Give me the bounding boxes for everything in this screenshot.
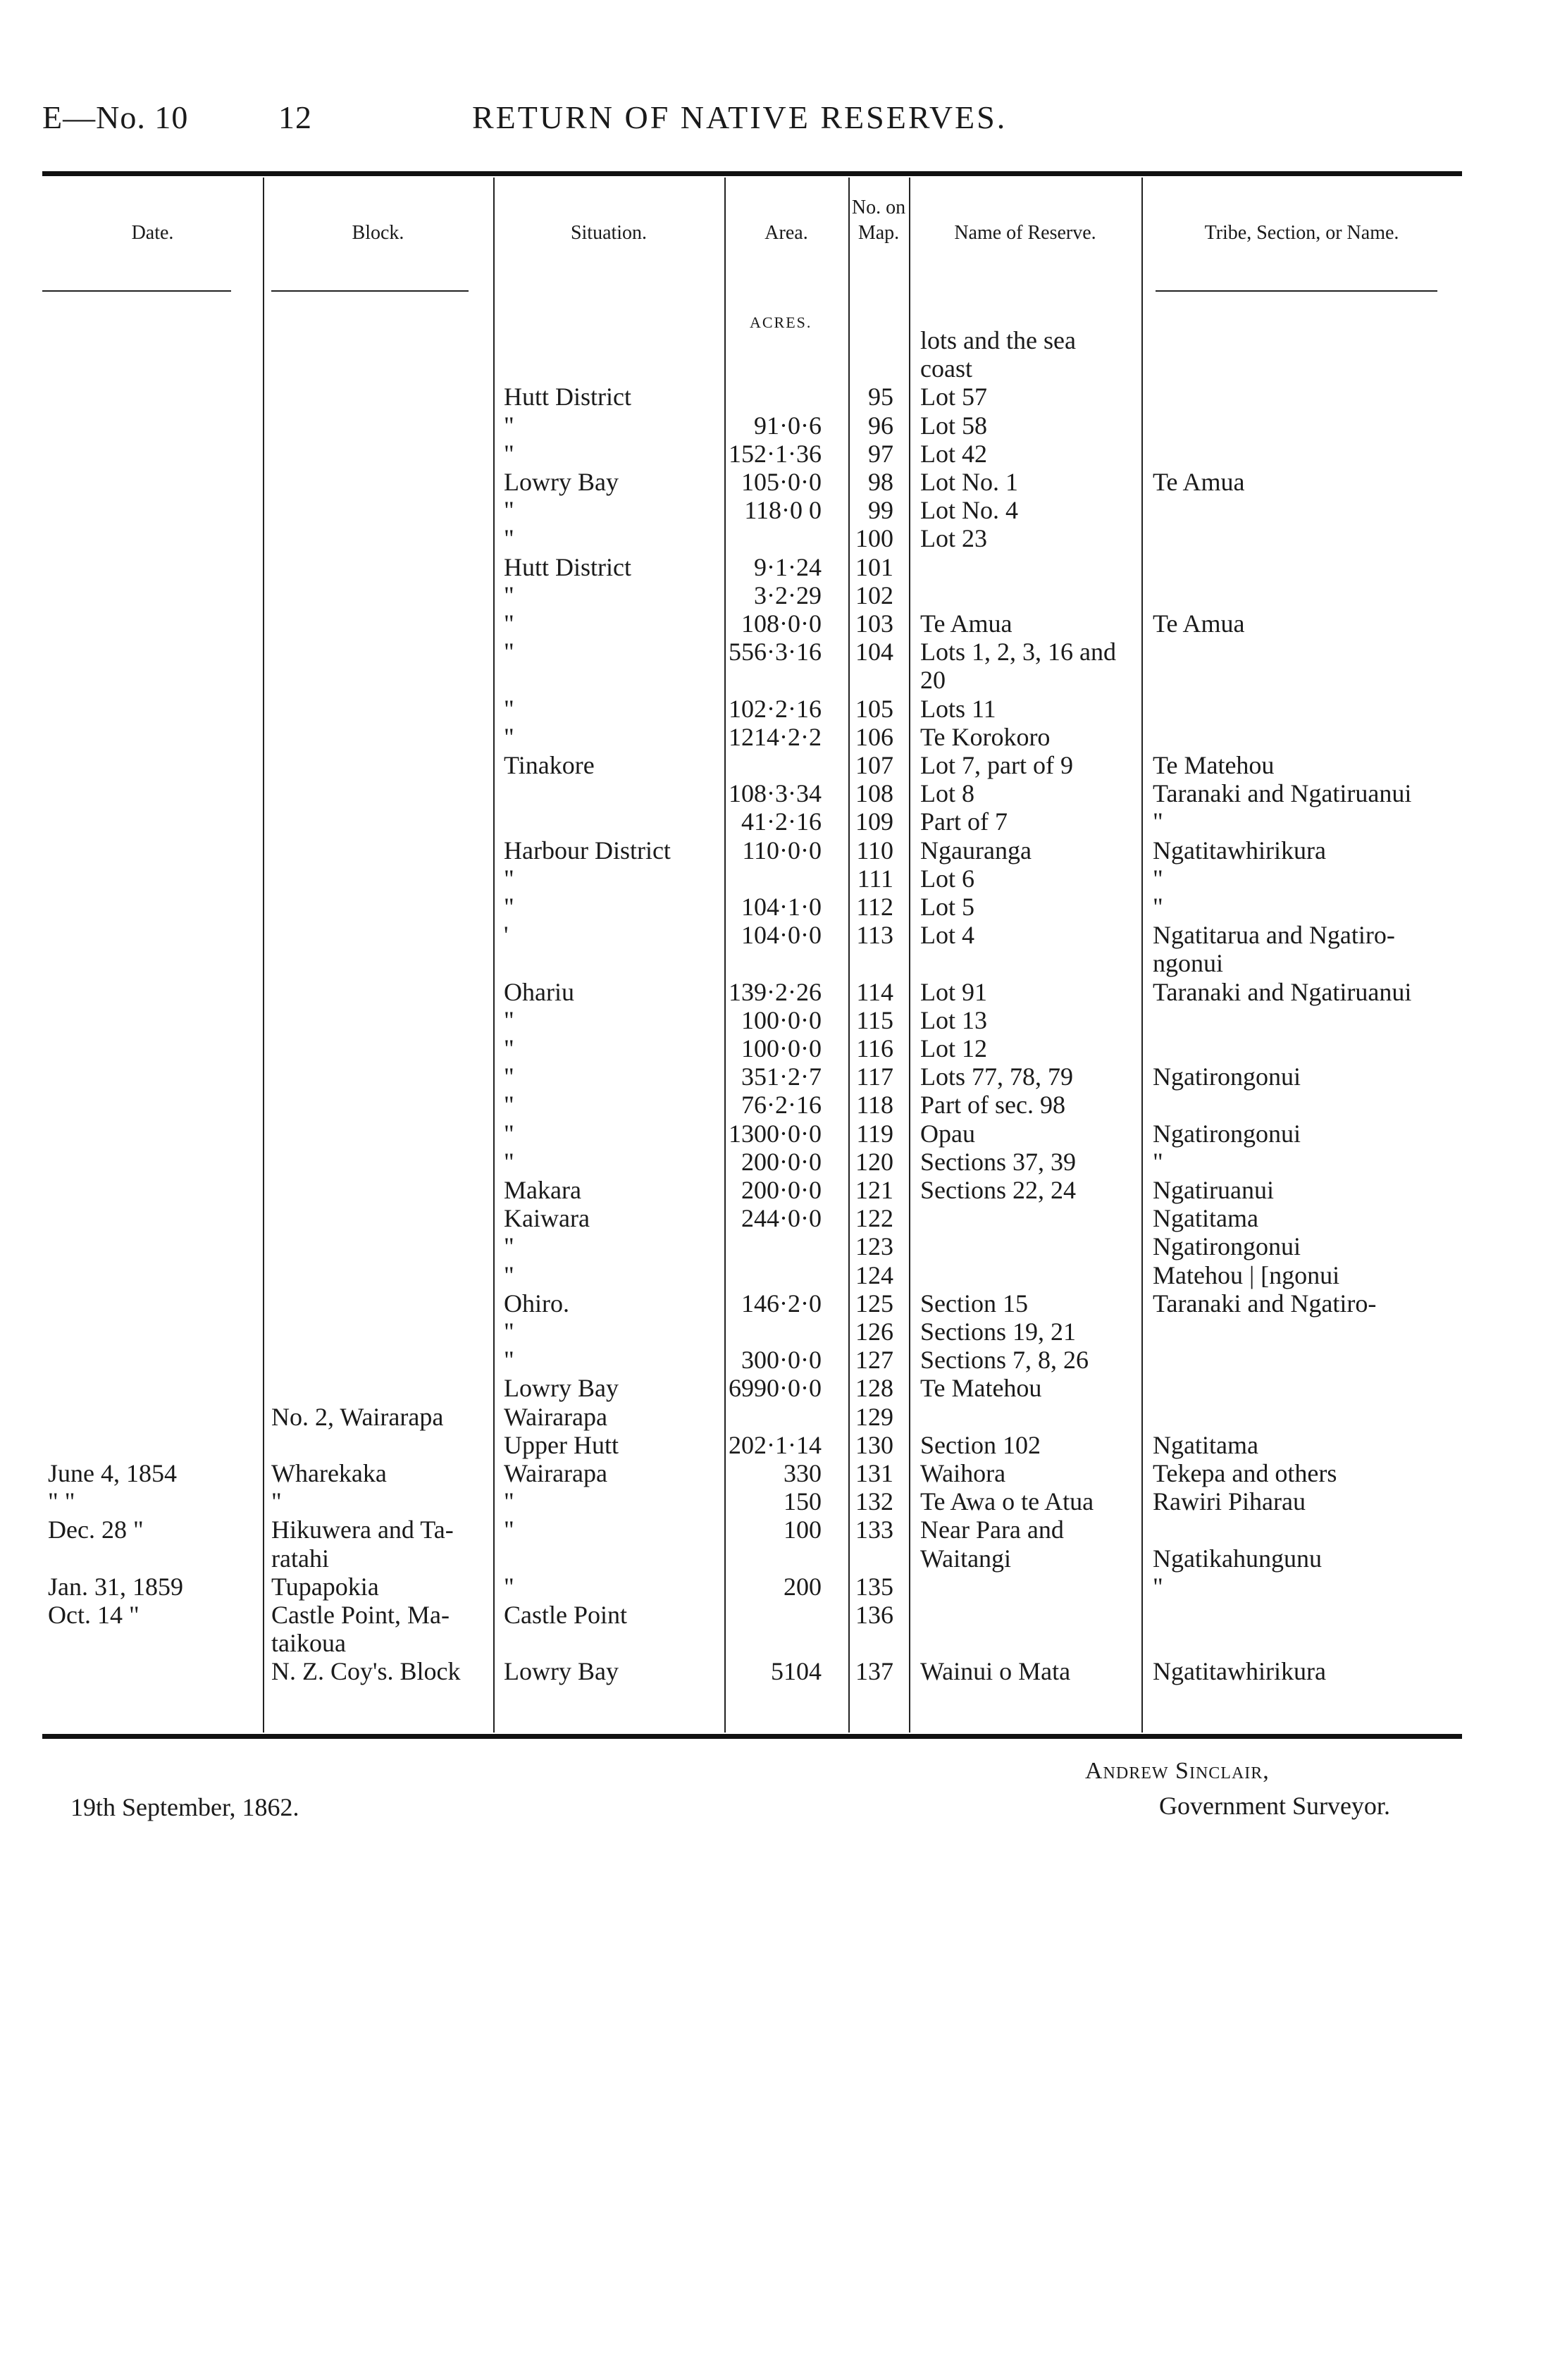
cell-situation: Lowry Bay	[504, 468, 619, 496]
cell-map-no: 106	[855, 722, 893, 751]
cell-reserve: Lot 8	[920, 779, 974, 808]
cell-map-no: 110	[856, 836, 893, 864]
cell-block: N. Z. Coy's. Block	[271, 1657, 461, 1686]
cell-area: 3·2·29	[754, 581, 822, 609]
cell-situation: "	[504, 1119, 514, 1148]
cell-situation: "	[504, 864, 514, 893]
cell-reserve: 20	[920, 666, 946, 695]
cell-situation: Ohariu	[504, 977, 574, 1006]
cell-area: 146·2·0	[741, 1289, 822, 1318]
cell-date: Jan. 31, 1859	[48, 1572, 183, 1601]
header-underline	[271, 290, 469, 292]
cell-area: 556·3·16	[729, 638, 822, 667]
cell-map-no: 102	[855, 581, 893, 609]
cell-reserve: Lot 12	[920, 1034, 987, 1062]
cell-area: 9·1·24	[754, 552, 822, 581]
cell-situation: Tinakore	[504, 751, 595, 779]
cell-map-no: 118	[856, 1091, 893, 1120]
cell-map-no: 131	[855, 1459, 893, 1487]
column-divider	[493, 178, 495, 1733]
column-divider	[263, 178, 264, 1733]
cell-situation: Hutt District	[504, 383, 631, 411]
cell-situation: Lowry Bay	[504, 1657, 619, 1686]
cell-reserve: Sections 22, 24	[920, 1176, 1076, 1204]
signatory-name: Andrew Sinclair,	[1085, 1758, 1270, 1784]
cell-reserve: Te Korokoro	[920, 722, 1051, 751]
cell-tribe: "	[1153, 1147, 1163, 1176]
cell-situation: "	[504, 722, 514, 751]
cell-reserve: Section 102	[920, 1430, 1041, 1459]
cell-area: 100·0·0	[741, 1034, 822, 1062]
cell-area: 351·2·7	[741, 1062, 822, 1091]
cell-situation: "	[504, 1147, 514, 1176]
cell-tribe: ngonui	[1153, 949, 1224, 978]
cell-map-no: 130	[855, 1430, 893, 1459]
cell-reserve: Te Matehou	[920, 1374, 1042, 1403]
cell-situation: "	[504, 1232, 514, 1261]
cell-reserve: Near Para and	[920, 1516, 1064, 1544]
cell-situation: '	[504, 921, 509, 950]
cell-map-no: 96	[868, 411, 893, 440]
column-divider	[909, 178, 910, 1733]
cell-block: Castle Point, Ma-	[271, 1601, 450, 1629]
cell-reserve: lots and the sea	[920, 326, 1076, 354]
cell-map-no: 104	[855, 638, 893, 667]
header-underline	[1156, 290, 1437, 292]
cell-map-no: 127	[855, 1346, 893, 1375]
cell-reserve: Lot No. 4	[920, 496, 1018, 525]
cell-map-no: 119	[856, 1119, 893, 1148]
cell-map-no: 109	[855, 807, 893, 836]
column-divider	[848, 178, 850, 1733]
cell-tribe: Rawiri Piharau	[1153, 1487, 1306, 1516]
cell-tribe: Ngatiruanui	[1153, 1176, 1274, 1204]
column-header-date: Date.	[131, 222, 174, 244]
table-top-rule	[42, 171, 1462, 176]
cell-situation: "	[504, 581, 514, 609]
column-header-area: Area.	[764, 222, 808, 244]
cell-map-no: 125	[855, 1289, 893, 1318]
cell-reserve: Part of sec. 98	[920, 1091, 1065, 1120]
cell-area: 200·0·0	[741, 1176, 822, 1204]
cell-map-no: 105	[855, 694, 893, 723]
cell-tribe: Ngatirongonui	[1153, 1232, 1301, 1261]
cell-reserve: Te Awa o te Atua	[920, 1487, 1094, 1516]
cell-tribe: Te Amua	[1153, 468, 1245, 496]
cell-reserve: Waitangi	[920, 1544, 1012, 1573]
cell-map-no: 120	[855, 1147, 893, 1176]
cell-area: 200	[784, 1572, 822, 1601]
cell-tribe: Ngatirongonui	[1153, 1062, 1301, 1091]
cell-map-no: 113	[856, 921, 893, 950]
cell-map-no: 95	[868, 383, 893, 411]
cell-situation: Wairarapa	[504, 1402, 607, 1431]
cell-map-no: 98	[868, 468, 893, 496]
cell-tribe: Ngatitama	[1153, 1204, 1258, 1233]
cell-map-no: 108	[855, 779, 893, 808]
cell-tribe: Taranaki and Ngatiro-	[1153, 1289, 1377, 1318]
cell-tribe: Taranaki and Ngatiruanui	[1153, 977, 1412, 1006]
column-header-tribe: Tribe, Section, or Name.	[1204, 222, 1399, 244]
cell-area: 104·1·0	[741, 893, 822, 921]
cell-situation: "	[504, 1062, 514, 1091]
cell-situation: "	[504, 496, 514, 525]
cell-reserve: Lot 42	[920, 439, 987, 468]
cell-area: 110·0·0	[742, 836, 822, 864]
cell-area: 102·2·16	[729, 694, 822, 723]
cell-reserve: Lots 77, 78, 79	[920, 1062, 1074, 1091]
cell-situation: "	[504, 694, 514, 723]
table-bottom-rule	[42, 1734, 1462, 1739]
cell-map-no: 97	[868, 439, 893, 468]
cell-tribe: Matehou | [ngonui	[1153, 1260, 1340, 1289]
cell-area: 76·2·16	[741, 1091, 822, 1120]
cell-map-no: 137	[855, 1657, 893, 1686]
page-number: 12	[278, 99, 312, 135]
cell-tribe: Ngatirongonui	[1153, 1119, 1301, 1148]
cell-map-no: 107	[855, 751, 893, 779]
cell-map-no: 103	[855, 609, 893, 638]
cell-tribe: Ngatitawhirikura	[1153, 1657, 1326, 1686]
cell-block: Hikuwera and Ta-	[271, 1516, 454, 1544]
cell-map-no: 99	[868, 496, 893, 525]
cell-tribe: Ngatitarua and Ngatiro-	[1153, 921, 1395, 950]
cell-block: "	[271, 1487, 282, 1516]
cell-map-no: 124	[855, 1260, 893, 1289]
cell-reserve: Ngauranga	[920, 836, 1032, 864]
cell-map-no: 117	[856, 1062, 893, 1091]
cell-map-no: 135	[855, 1572, 893, 1601]
cell-map-no: 123	[855, 1232, 893, 1261]
cell-situation: "	[504, 1346, 514, 1375]
cell-area: 118·0 0	[744, 496, 822, 525]
area-unit-label: ACRES.	[750, 314, 812, 331]
cell-map-no: 114	[856, 977, 893, 1006]
cell-reserve: Wainui o Mata	[920, 1657, 1071, 1686]
cell-area: 108·0·0	[741, 609, 822, 638]
cell-reserve: coast	[920, 354, 972, 383]
column-divider	[724, 178, 726, 1733]
cell-tribe: Ngatitawhirikura	[1153, 836, 1326, 864]
cell-situation: "	[504, 411, 514, 440]
cell-situation: "	[504, 1260, 514, 1289]
column-header-map-number: No. on Map.	[851, 197, 906, 244]
cell-map-no: 121	[855, 1176, 893, 1204]
cell-area: 300·0·0	[741, 1346, 822, 1375]
cell-reserve: Opau	[920, 1119, 975, 1148]
cell-situation: "	[504, 893, 514, 921]
cell-situation: "	[504, 524, 514, 553]
cell-tribe: Tekepa and others	[1153, 1459, 1337, 1487]
cell-situation: Kaiwara	[504, 1204, 590, 1233]
cell-map-no: 101	[855, 552, 893, 581]
cell-area: 1214·2·2	[729, 722, 822, 751]
return-date: 19th September, 1862.	[70, 1793, 299, 1821]
cell-situation: "	[504, 638, 514, 667]
cell-situation: Ohiro.	[504, 1289, 569, 1318]
cell-area: 5104	[771, 1657, 822, 1686]
cell-map-no: 112	[856, 893, 893, 921]
cell-map-no: 100	[855, 524, 893, 553]
cell-reserve: Lots 1, 2, 3, 16 and	[920, 638, 1116, 667]
cell-reserve: Lot 13	[920, 1005, 987, 1034]
cell-situation: Lowry Bay	[504, 1374, 619, 1403]
cell-map-no: 126	[855, 1318, 893, 1346]
cell-reserve: Lots 11	[920, 694, 996, 723]
cell-situation: "	[504, 1034, 514, 1062]
cell-map-no: 122	[855, 1204, 893, 1233]
cell-date: Oct. 14 "	[48, 1601, 140, 1629]
cell-reserve: Lot 91	[920, 977, 987, 1006]
cell-situation: "	[504, 1318, 514, 1346]
cell-situation: Upper Hutt	[504, 1430, 619, 1459]
cell-block: Wharekaka	[271, 1459, 387, 1487]
cell-reserve: Lot 58	[920, 411, 987, 440]
cell-area: 104·0·0	[741, 921, 822, 950]
cell-reserve: Lot 23	[920, 524, 987, 553]
cell-situation: "	[504, 609, 514, 638]
cell-tribe: "	[1153, 1572, 1163, 1601]
cell-reserve: Lot 6	[920, 864, 974, 893]
cell-map-no: 136	[855, 1601, 893, 1629]
cell-map-no: 132	[855, 1487, 893, 1516]
column-header-situation: Situation.	[570, 222, 648, 244]
cell-situation: "	[504, 439, 514, 468]
cell-reserve: Lot 57	[920, 383, 987, 411]
cell-situation: "	[504, 1516, 514, 1544]
cell-map-no: 129	[855, 1402, 893, 1431]
cell-area: 330	[784, 1459, 822, 1487]
cell-area: 150	[784, 1487, 822, 1516]
column-divider	[1141, 178, 1143, 1733]
cell-situation: "	[504, 1487, 514, 1516]
cell-tribe: Ngatitama	[1153, 1430, 1258, 1459]
cell-reserve: Te Amua	[920, 609, 1013, 638]
cell-area: 244·0·0	[741, 1204, 822, 1233]
cell-area: 139·2·26	[729, 977, 822, 1006]
cell-reserve: Part of 7	[920, 807, 1008, 836]
cell-area: 105·0·0	[741, 468, 822, 496]
cell-area: 202·1·14	[729, 1430, 822, 1459]
cell-date: " "	[48, 1487, 75, 1516]
cell-situation: Castle Point	[504, 1601, 628, 1629]
column-header-block: Block.	[352, 222, 404, 244]
cell-reserve: Section 15	[920, 1289, 1028, 1318]
cell-tribe: Taranaki and Ngatiruanui	[1153, 779, 1412, 808]
cell-area: 100·0·0	[741, 1005, 822, 1034]
signatory-title: Government Surveyor.	[1159, 1792, 1390, 1820]
cell-tribe: "	[1153, 893, 1163, 921]
cell-area: 6990·0·0	[729, 1374, 822, 1403]
cell-area: 91·0·6	[754, 411, 822, 440]
cell-tribe: Te Matehou	[1153, 751, 1275, 779]
header-underline	[42, 290, 231, 292]
cell-map-no: 111	[857, 864, 893, 893]
cell-reserve: Lot No. 1	[920, 468, 1018, 496]
cell-reserve: Lot 4	[920, 921, 974, 950]
cell-area: 152·1·36	[729, 439, 822, 468]
cell-reserve: Sections 7, 8, 26	[920, 1346, 1089, 1375]
cell-reserve: Sections 19, 21	[920, 1318, 1076, 1346]
cell-tribe: Ngatikahungunu	[1153, 1544, 1322, 1573]
document-reference: E—No. 10	[42, 99, 189, 135]
cell-map-no: 128	[855, 1374, 893, 1403]
cell-area: 100	[784, 1516, 822, 1544]
cell-map-no: 116	[856, 1034, 893, 1062]
cell-situation: "	[504, 1005, 514, 1034]
cell-situation: Wairarapa	[504, 1459, 607, 1487]
cell-reserve: Lot 5	[920, 893, 974, 921]
cell-map-no: 115	[856, 1005, 893, 1034]
cell-area: 200·0·0	[741, 1147, 822, 1176]
cell-area: 41·2·16	[741, 807, 822, 836]
cell-block: No. 2, Wairarapa	[271, 1402, 444, 1431]
cell-reserve: Lot 7, part of 9	[920, 751, 1073, 779]
cell-situation: Hutt District	[504, 552, 631, 581]
cell-reserve: Sections 37, 39	[920, 1147, 1076, 1176]
cell-date: June 4, 1854	[48, 1459, 177, 1487]
cell-tribe: "	[1153, 807, 1163, 836]
cell-block: Tupapokia	[271, 1572, 379, 1601]
page-title: RETURN OF NATIVE RESERVES.	[472, 99, 1008, 135]
cell-block: taikoua	[271, 1629, 346, 1658]
cell-situation: Makara	[504, 1176, 581, 1204]
cell-tribe: Te Amua	[1153, 609, 1245, 638]
cell-date: Dec. 28 "	[48, 1516, 144, 1544]
cell-situation: Harbour District	[504, 836, 671, 864]
column-header-reserve-name: Name of Reserve.	[954, 222, 1096, 244]
cell-area: 108·3·34	[729, 779, 822, 808]
cell-situation: "	[504, 1091, 514, 1120]
cell-reserve: Waihora	[920, 1459, 1006, 1487]
cell-area: 1300·0·0	[729, 1119, 822, 1148]
cell-tribe: "	[1153, 864, 1163, 893]
cell-block: ratahi	[271, 1544, 329, 1573]
cell-map-no: 133	[855, 1516, 893, 1544]
cell-situation: "	[504, 1572, 514, 1601]
